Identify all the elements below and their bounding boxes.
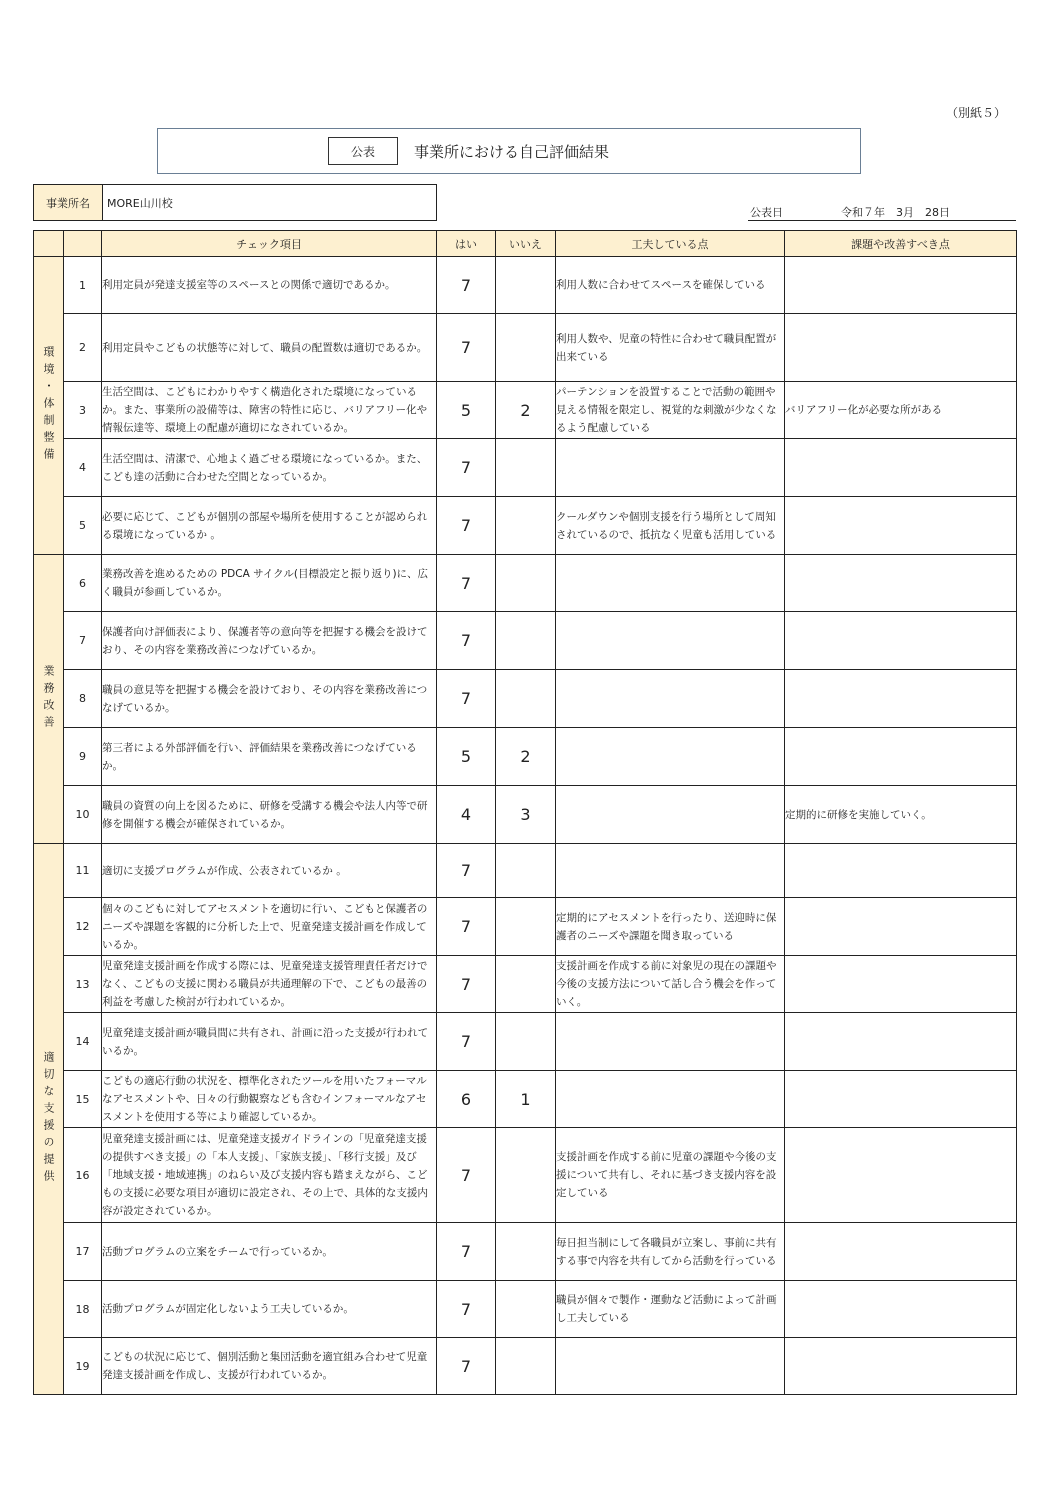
no-count — [496, 555, 556, 612]
header-yes: はい — [437, 231, 496, 257]
improvement-point — [785, 1013, 1017, 1071]
table-row — [34, 786, 1017, 844]
no-count — [496, 1281, 556, 1338]
check-item: 生活空間は、清潔で、心地よく過ごせる環境になっているか。また、こども達の活動に合わせた空間となっているか。 — [102, 439, 437, 497]
no-count — [496, 1223, 556, 1281]
good-point: クールダウンや個別支援を行う場所として周知されているので、抵抗なく児童も活用している — [556, 497, 785, 555]
good-point: 職員が個々で製作・運動など活動によって計画し工夫している — [556, 1281, 785, 1338]
table-row — [34, 670, 1017, 728]
improvement-point — [785, 1128, 1017, 1223]
table-row — [34, 382, 1017, 439]
yes-count: 7 — [437, 612, 496, 670]
table-row — [34, 1223, 1017, 1281]
improvement-point — [785, 670, 1017, 728]
good-point — [556, 1338, 785, 1395]
office-name: MORE山川校 — [107, 197, 173, 210]
no-count: 3 — [496, 786, 556, 844]
check-item: 利用定員が発達支援室等のスペースとの関係で適切であるか。 — [102, 257, 437, 314]
check-item: 活動プログラムが固定化しないよう工夫しているか。 — [102, 1281, 437, 1338]
yes-count: 7 — [437, 670, 496, 728]
row-number: 14 — [64, 1013, 102, 1071]
publish-date-value: 令和７年 3月 28日 — [841, 206, 950, 219]
no-count — [496, 956, 556, 1013]
check-item: 業務改善を進めるための PDCA サイクル(目標設定と振り返り)に、広く職員が参画しているか。 — [102, 555, 437, 612]
no-count — [496, 1128, 556, 1223]
table-row — [34, 1071, 1017, 1128]
good-point — [556, 844, 785, 898]
evaluation-table — [33, 230, 1017, 1395]
row-number: 3 — [64, 382, 102, 439]
table-row — [34, 956, 1017, 1013]
category-cell: 環境・体制整備 — [34, 257, 64, 555]
title-box — [157, 128, 861, 174]
yes-count: 6 — [437, 1071, 496, 1128]
table-row — [34, 898, 1017, 956]
yes-count: 7 — [437, 555, 496, 612]
improvement-point — [785, 1281, 1017, 1338]
table-row — [34, 439, 1017, 497]
improvement-point — [785, 898, 1017, 956]
row-number: 10 — [64, 786, 102, 844]
no-count — [496, 497, 556, 555]
row-number: 4 — [64, 439, 102, 497]
yes-count: 7 — [437, 1128, 496, 1223]
table-row — [34, 257, 1017, 314]
table-row — [34, 497, 1017, 555]
check-item: 生活空間は、こどもにわかりやすく構造化された環境になっているか。また、事業所の設備等は、障害の特性に応じ、バリアフリー化や情報伝達等、環境上の配慮が適切になされているか。 — [102, 382, 437, 439]
no-count — [496, 439, 556, 497]
yes-count: 7 — [437, 898, 496, 956]
page-title: 事業所における自己評価結果 — [414, 143, 610, 161]
row-number: 6 — [64, 555, 102, 612]
improvement-point — [785, 844, 1017, 898]
row-number: 17 — [64, 1223, 102, 1281]
no-count: 2 — [496, 728, 556, 786]
yes-count: 7 — [437, 257, 496, 314]
office-box — [33, 184, 437, 221]
yes-count: 5 — [437, 382, 496, 439]
row-number: 1 — [64, 257, 102, 314]
good-point: 定期的にアセスメントを行ったり、送迎時に保護者のニーズや課題を聞き取っている — [556, 898, 785, 956]
table-row — [34, 555, 1017, 612]
check-item: 保護者向け評価表により、保護者等の意向等を把握する機会を設けており、その内容を業務改善につなげているか。 — [102, 612, 437, 670]
row-number: 16 — [64, 1128, 102, 1223]
good-point: 毎日担当制にして各職員が立案し、事前に共有する事で内容を共有してから活動を行っている — [556, 1223, 785, 1281]
improvement-point: 定期的に研修を実施していく。 — [785, 786, 1017, 844]
no-count — [496, 257, 556, 314]
category-cell: 業務改善 — [34, 555, 64, 844]
check-item: こどもの適応行動の状況を、標準化されたツールを用いたフォーマルなアセスメントや、日々の行動観察なども含むインフォーマルなアセスメントを使用する等により確認しているか。 — [102, 1071, 437, 1128]
no-count — [496, 1013, 556, 1071]
improvement-point — [785, 555, 1017, 612]
row-number: 8 — [64, 670, 102, 728]
check-item: 必要に応じて、こどもが個別の部屋や場所を使用することが認められる環境になっているか 。 — [102, 497, 437, 555]
row-number: 19 — [64, 1338, 102, 1395]
good-point — [556, 728, 785, 786]
header-number — [64, 231, 102, 257]
row-number: 7 — [64, 612, 102, 670]
row-number: 9 — [64, 728, 102, 786]
no-count: 2 — [496, 382, 556, 439]
good-point — [556, 439, 785, 497]
category-cell: 適切な支援の提供 — [34, 844, 64, 1395]
yes-count: 7 — [437, 1338, 496, 1395]
good-point — [556, 1071, 785, 1128]
table-row — [34, 844, 1017, 898]
improvement-point — [785, 439, 1017, 497]
office-label: 事業所名 — [34, 185, 103, 220]
row-number: 18 — [64, 1281, 102, 1338]
public-tag: 公表 — [328, 137, 398, 165]
check-item: 利用定員やこどもの状態等に対して、職員の配置数は適切であるか。 — [102, 314, 437, 382]
no-count — [496, 670, 556, 728]
header-good: 工夫している点 — [556, 231, 785, 257]
yes-count: 7 — [437, 497, 496, 555]
header-item: チェック項目 — [102, 231, 437, 257]
improvement-point — [785, 612, 1017, 670]
good-point: 支援計画を作成する前に児童の課題や今後の支援について共有し、それに基づき支援内容を設定している — [556, 1128, 785, 1223]
improvement-point — [785, 1071, 1017, 1128]
header-row — [34, 231, 1017, 257]
row-number: 15 — [64, 1071, 102, 1128]
good-point — [556, 1013, 785, 1071]
yes-count: 7 — [437, 1013, 496, 1071]
yes-count: 7 — [437, 1223, 496, 1281]
good-point: 支援計画を作成する前に対象児の現在の課題や今後の支援方法について話し合う機会を作っていく。 — [556, 956, 785, 1013]
good-point — [556, 786, 785, 844]
yes-count: 7 — [437, 844, 496, 898]
table-row — [34, 1338, 1017, 1395]
publish-date-line — [748, 204, 1016, 221]
header-issue: 課題や改善すべき点 — [785, 231, 1017, 257]
check-item: 活動プログラムの立案をチームで行っているか。 — [102, 1223, 437, 1281]
table-row — [34, 1128, 1017, 1223]
improvement-point — [785, 1338, 1017, 1395]
good-point: パーテンションを設置することで活動の範囲や見える情報を限定し、視覚的な刺激が少なくなるよう配慮している — [556, 382, 785, 439]
row-number: 13 — [64, 956, 102, 1013]
check-item: 児童発達支援計画には、児童発達支援ガイドラインの「児童発達支援の提供すべき支援」の「本人支援」、「家族支援」、「移行支援」及び「地域支援・地域連携」のねらい及び支援内容も踏まえながら、こどもの支援に必要な項目が適切に設定され、その上で、具体的な支援内容が設定されているか。 — [102, 1128, 437, 1223]
good-point — [556, 670, 785, 728]
row-number: 2 — [64, 314, 102, 382]
publish-date-label: 公表日 — [750, 206, 783, 219]
table-row — [34, 314, 1017, 382]
good-point — [556, 612, 785, 670]
row-number: 12 — [64, 898, 102, 956]
check-item: 個々のこどもに対してアセスメントを適切に行い、こどもと保護者のニーズや課題を客観的に分析した上で、児童発達支援計画を作成しているか。 — [102, 898, 437, 956]
improvement-point — [785, 728, 1017, 786]
good-point: 利用人数や、児童の特性に合わせて職員配置が出来ている — [556, 314, 785, 382]
check-item: 児童発達支援計画が職員間に共有され、計画に沿った支援が行われているか。 — [102, 1013, 437, 1071]
check-item: こどもの状況に応じて、個別活動と集団活動を適宜組み合わせて児童発達支援計画を作成し、支援が行われているか。 — [102, 1338, 437, 1395]
table-row — [34, 1013, 1017, 1071]
no-count — [496, 898, 556, 956]
table-row — [34, 728, 1017, 786]
table-row — [34, 612, 1017, 670]
improvement-point — [785, 257, 1017, 314]
no-count: 1 — [496, 1071, 556, 1128]
good-point — [556, 555, 785, 612]
yes-count: 7 — [437, 956, 496, 1013]
header-no: いいえ — [496, 231, 556, 257]
improvement-point — [785, 956, 1017, 1013]
yes-count: 7 — [437, 439, 496, 497]
yes-count: 7 — [437, 1281, 496, 1338]
check-item: 児童発達支援計画を作成する際には、児童発達支援管理責任者だけでなく、こどもの支援に関わる職員が共通理解の下で、こどもの最善の利益を考慮した検討が行われているか。 — [102, 956, 437, 1013]
check-item: 適切に支援プログラムが作成、公表されているか 。 — [102, 844, 437, 898]
improvement-point — [785, 314, 1017, 382]
check-item: 職員の資質の向上を図るために、研修を受講する機会や法人内等で研修を開催する機会が確保されているか。 — [102, 786, 437, 844]
improvement-point: バリアフリー化が必要な所がある — [785, 382, 1017, 439]
yes-count: 4 — [437, 786, 496, 844]
yes-count: 7 — [437, 314, 496, 382]
check-item: 第三者による外部評価を行い、評価結果を業務改善につなげているか。 — [102, 728, 437, 786]
check-item: 職員の意見等を把握する機会を設けており、その内容を業務改善につなげているか。 — [102, 670, 437, 728]
no-count — [496, 844, 556, 898]
yes-count: 5 — [437, 728, 496, 786]
improvement-point — [785, 1223, 1017, 1281]
no-count — [496, 612, 556, 670]
row-number: 11 — [64, 844, 102, 898]
improvement-point — [785, 497, 1017, 555]
table-row — [34, 1281, 1017, 1338]
no-count — [496, 314, 556, 382]
attachment-label: （別紙５） — [945, 106, 1006, 120]
no-count — [496, 1338, 556, 1395]
row-number: 5 — [64, 497, 102, 555]
good-point: 利用人数に合わせてスペースを確保している — [556, 257, 785, 314]
header-category — [34, 231, 64, 257]
